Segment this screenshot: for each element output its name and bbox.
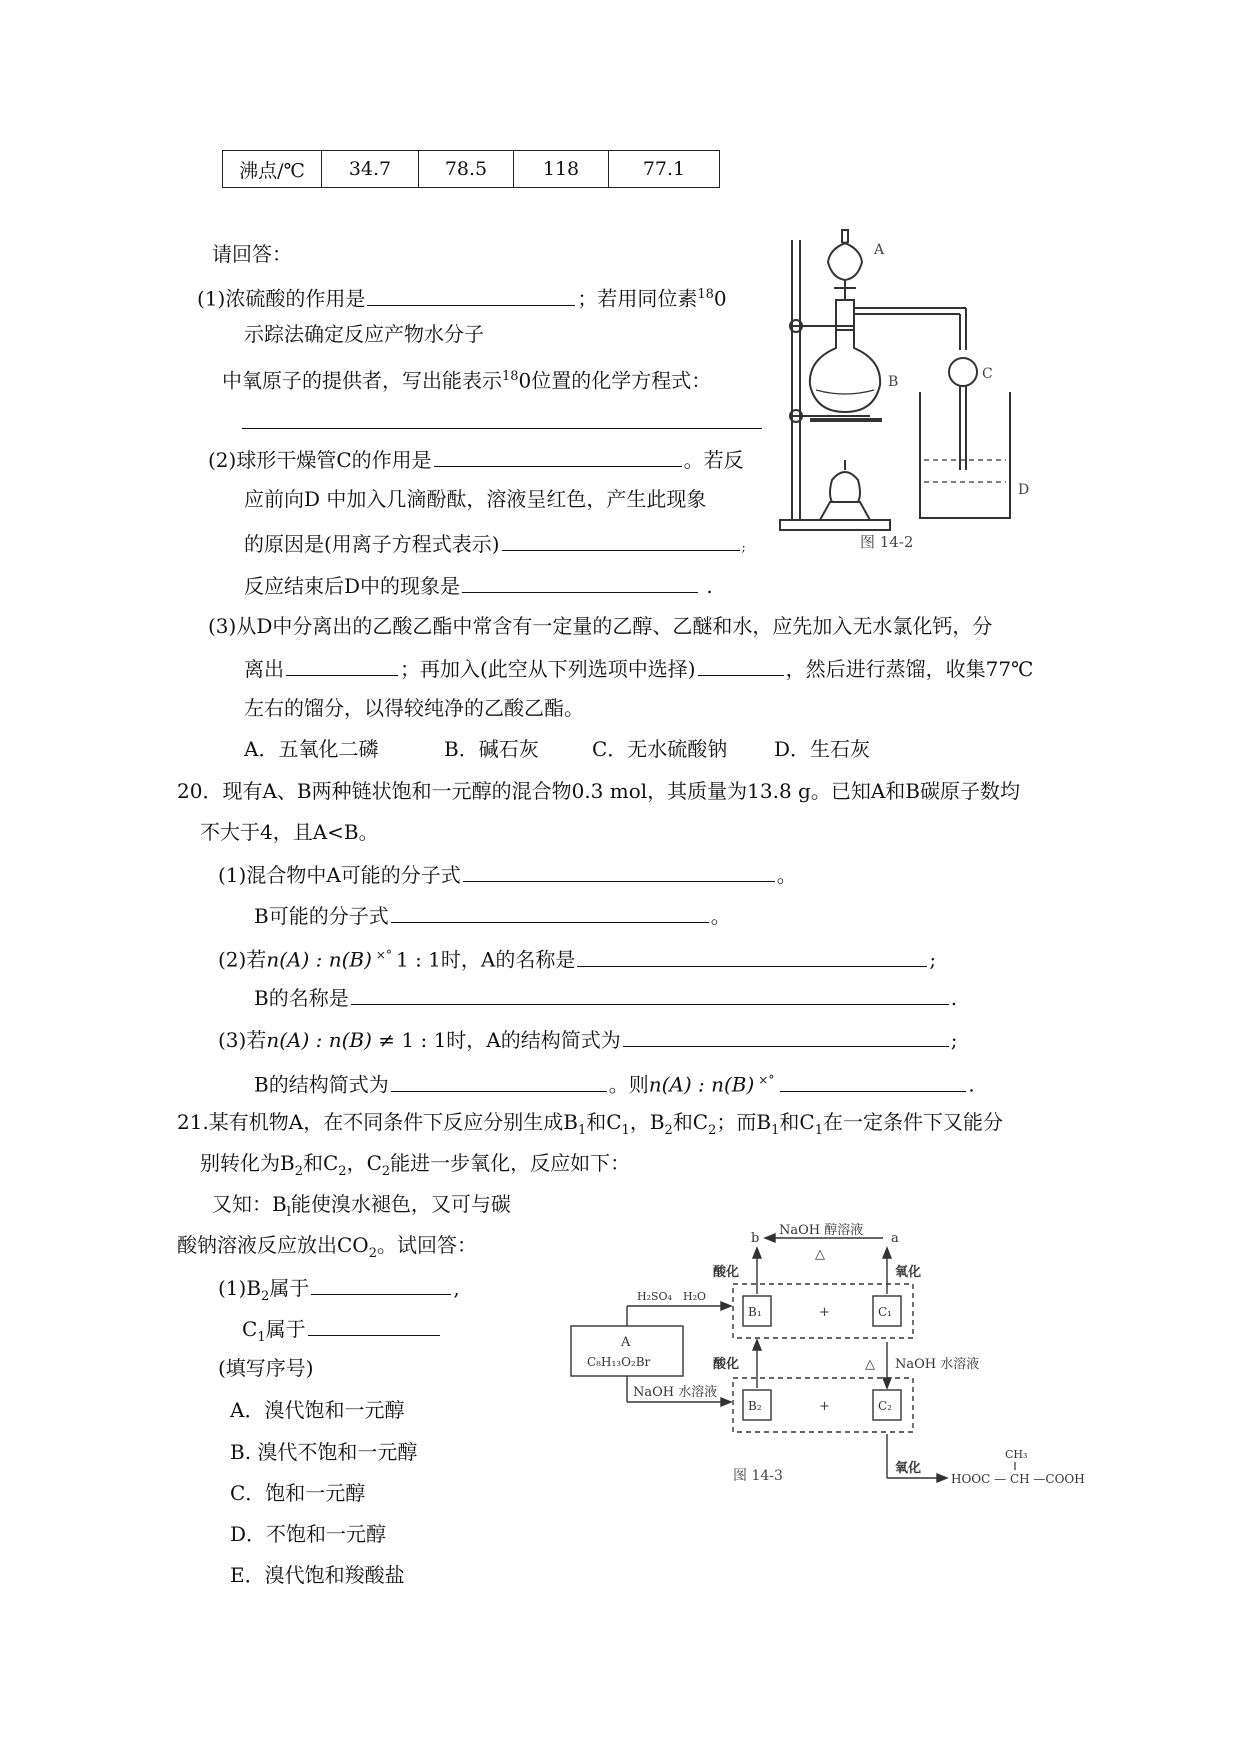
q21-known2-b: 。试回答： — [376, 1233, 477, 1257]
c2-label: C₂ — [878, 1399, 892, 1413]
punct: ; — [950, 1028, 958, 1052]
q20-stem-line2: 不大于4，且A<B。 — [200, 820, 379, 844]
broken-glyph: ×° — [758, 1073, 775, 1087]
q19-part2-line1 — [208, 446, 744, 472]
q20-part2-b — [254, 984, 957, 1010]
q21-option-a: A．溴代饱和一元醇 — [230, 1398, 405, 1422]
b1-label: B₁ — [748, 1305, 762, 1319]
q19-p1-line3a: 中氧原子的提供者，写出能表示 — [222, 368, 502, 393]
label-b: B — [888, 374, 899, 390]
q20-p3-pre: (3)若 — [218, 1028, 267, 1052]
q21-part1-b2: $(1)B_2$属于 , — [218, 1276, 460, 1304]
flask-b — [810, 330, 880, 412]
q20-p2-mid: 1 : 1时，A的名称是 — [395, 947, 576, 972]
q19-intro: 请回答： — [212, 242, 292, 266]
q21-l2b: 和C — [302, 1151, 339, 1175]
q20-stem-line1: 20．现有A、B两种链状饱和一元醇的混合物0.3 mol，其质量为13.8 g。已知A和B碳原子数均 — [177, 779, 1020, 803]
punct: ; — [741, 540, 746, 554]
answer-blank[interactable] — [311, 1274, 451, 1295]
answer-blank[interactable] — [462, 572, 698, 593]
apparatus-figure — [770, 220, 1040, 560]
q21-l1d: 和C — [672, 1110, 709, 1134]
plus-sign-2: + — [819, 1399, 830, 1414]
q21-l1e: ；而B — [716, 1110, 772, 1134]
answer-blank[interactable] — [391, 902, 709, 923]
acidify-label-2: 酸化 — [713, 1357, 740, 1372]
q21-option-d: D．不饱和一元醇 — [230, 1522, 387, 1546]
naoh-alcohol-label: NaOH 醇溶液 — [779, 1223, 864, 1238]
drying-tube-c — [949, 358, 977, 386]
h2o-label: H₂O — [683, 1290, 707, 1303]
q19-p2-line4: 反应结束后D中的现象是 — [244, 574, 461, 598]
q19-part2-line4 — [244, 572, 713, 598]
isotope-mark: 18 — [502, 369, 519, 384]
stand-base — [780, 520, 890, 530]
methyl-label: CH₃ — [1005, 1448, 1028, 1461]
q20-p2-pre: (2)若 — [218, 947, 267, 972]
label-d: D — [1018, 482, 1030, 498]
q20-part3-b — [254, 1068, 975, 1097]
q21-known-b: 能使溴水褪色，又可与碳 — [290, 1192, 511, 1216]
q20-part1-b — [254, 902, 731, 928]
option-d: D．生石灰 — [774, 737, 871, 761]
oxidize-label: 氧化 — [895, 1265, 922, 1280]
answer-blank[interactable] — [367, 285, 575, 306]
q19-part3-line2 — [244, 655, 1033, 681]
punct: ; — [929, 947, 937, 972]
delta-symbol-2: △ — [865, 1357, 875, 1372]
q19-part3-line1: (3)从D中分离出的乙酸乙酯中常含有一定量的乙醇、乙醚和水，应先加入无水氯化钙，分 — [208, 614, 993, 638]
q19-p1-text: (1)浓硫酸的作用是 — [197, 286, 366, 311]
answer-blank[interactable] — [780, 1071, 966, 1092]
c1-label: C₁ — [878, 1305, 892, 1319]
answer-blank[interactable] — [391, 1071, 607, 1092]
isotope-mark: 18 — [697, 287, 714, 302]
ratio-expression: n(A) : n(B) — [648, 1072, 755, 1097]
table-cell: 78.5 — [419, 151, 514, 188]
q21-part1-c1: $C_1$属于 — [242, 1315, 442, 1350]
product-formula: HOOC — CH —COOH — [951, 1472, 1085, 1486]
boiling-point-table — [222, 150, 720, 188]
answer-blank[interactable] — [577, 946, 927, 967]
q21-l2a: 别转化为B — [200, 1151, 295, 1175]
q19-p2-text: (2)球形干燥管C的作用是 — [208, 448, 432, 472]
table-row — [223, 151, 720, 188]
delta-symbol: △ — [815, 1247, 825, 1262]
q19-part2-line2: 应前向D 中加入几滴酚酞，溶液呈红色，产生此现象 — [244, 487, 707, 511]
q21-option-b: B. 溴代不饱和一元醇 — [230, 1440, 418, 1464]
q20-p3b-text: B的结构简式为 — [254, 1072, 389, 1097]
answer-blank[interactable] — [502, 530, 740, 551]
q19-part1-line3 — [222, 365, 711, 393]
q19-p2-line3: 的原因是(用离子方程式表示) — [244, 532, 500, 556]
reaction-scheme-figure — [565, 1222, 1105, 1492]
compound-a-formula: C₈H₁₃O₂Br — [587, 1355, 651, 1369]
answer-blank[interactable] — [463, 861, 775, 882]
q21-l1f: 和C — [779, 1110, 815, 1134]
q20-part2-a — [218, 943, 936, 972]
h2so4-label: H₂SO₄ — [637, 1290, 672, 1303]
q21-known2-a: 酸钠溶液反应放出CO — [177, 1233, 369, 1257]
punct: 。 — [776, 863, 797, 887]
figure-14-2-caption: 图 14-2 — [860, 533, 914, 551]
q19-part2-line3 — [244, 530, 746, 559]
broken-glyph: ×° — [375, 948, 392, 962]
answer-blank[interactable] — [308, 1315, 440, 1336]
punct: 。 — [710, 904, 731, 928]
q21-l1c: ，B — [629, 1110, 665, 1134]
compound-a-label: A — [621, 1335, 631, 1350]
q21-known-a: 又知：B — [212, 1192, 287, 1216]
q21-known-line2: 酸钠溶液反应放出$CO_2$。试回答： — [177, 1233, 477, 1261]
q19-part1-line2: 示踪法确定反应产物水分子 — [244, 322, 484, 346]
q20-p1a-text: (1)混合物中A可能的分子式 — [218, 863, 461, 887]
label-b: b — [751, 1231, 760, 1246]
q20-part1-a — [218, 861, 797, 887]
q19-options — [244, 737, 870, 761]
answer-blank[interactable] — [434, 446, 682, 467]
q21-l1a: 21.某有机物A，在不同条件下反应分别生成B — [177, 1110, 578, 1134]
option-a: A．五氧化二磷 — [244, 737, 379, 761]
punct: . — [950, 986, 958, 1010]
answer-blank[interactable] — [698, 655, 784, 676]
q19-p1-text-c: 0 — [713, 286, 727, 311]
naoh-aq-label-2: NaOH 水溶液 — [633, 1385, 718, 1400]
q19-p3-text-c: ，然后进行蒸馏，收集77℃ — [785, 657, 1034, 681]
acidify-label: 酸化 — [713, 1265, 740, 1280]
q19-p3-text-a: 离出 — [244, 657, 284, 681]
q21-p1a: (1)B — [218, 1276, 262, 1300]
label-c: C — [982, 366, 993, 382]
q21-l2d: 能进一步氧化，反应如下： — [390, 1151, 631, 1175]
punct: . — [706, 574, 713, 598]
ratio-expression: n(A) : n(B) — [266, 1028, 372, 1052]
q19-p3-text-b: ；再加入(此空从下列选项中选择) — [400, 657, 696, 681]
q19-p1-text-b: ；若用同位素 — [577, 286, 698, 311]
table-cell: 77.1 — [609, 151, 720, 188]
b2-label: B₂ — [748, 1399, 762, 1413]
q20-p1b-text: B可能的分子式 — [254, 904, 389, 928]
q20-p3-mid: ≠ 1 : 1时，A的结构简式为 — [378, 1028, 621, 1052]
q20-p2b-text: B的名称是 — [254, 986, 349, 1010]
q21-hint: (填写序号) — [218, 1356, 314, 1380]
q19-p1-line3b: 0位置的化学方程式： — [518, 368, 712, 393]
punct: , — [453, 1276, 460, 1300]
q20-part3-a — [218, 1026, 958, 1052]
q20-p3b-mid: 。则 — [608, 1072, 649, 1097]
answer-blank[interactable] — [286, 655, 398, 676]
label-a: a — [891, 1231, 899, 1246]
q19-part1-line1 — [197, 283, 727, 311]
answer-blank[interactable] — [623, 1026, 949, 1047]
q19-part3-line3: 左右的馏分，以得较纯净的乙酸乙酯。 — [244, 696, 584, 720]
naoh-aq-label: NaOH 水溶液 — [895, 1357, 980, 1372]
q21-option-e: E．溴代饱和羧酸盐 — [230, 1563, 405, 1587]
option-b: B．碱石灰 — [444, 737, 539, 761]
option-c: C．无水硫酸钠 — [592, 737, 728, 761]
q21-l1g: 在一定条件下又能分 — [822, 1110, 1003, 1134]
funnel-a — [828, 230, 862, 280]
punct: . — [968, 1072, 975, 1097]
alcohol-lamp — [820, 502, 870, 520]
q21-known-line1: 又知：$B_l$能使溴水褪色，又可与碳 — [212, 1192, 511, 1220]
q21-p1b: C — [242, 1317, 258, 1341]
ratio-expression: n(A) : n(B) — [266, 947, 372, 972]
table-cell: 118 — [514, 151, 609, 188]
table-header-cell: 沸点/℃ — [223, 151, 322, 188]
plus-sign: + — [819, 1305, 830, 1320]
equation-blank[interactable] — [242, 404, 762, 429]
q21-stem-line2: 别转化为$B_2$和$C_2$，$C_2$能进一步氧化，反应如下： — [200, 1151, 631, 1179]
q21-l2c: ，C — [346, 1151, 382, 1175]
answer-blank[interactable] — [351, 984, 949, 1005]
table-cell: 34.7 — [322, 151, 419, 188]
q21-l1b: 和C — [586, 1110, 622, 1134]
q19-p2-text-b: 。若反 — [683, 448, 744, 472]
q21-stem-line1: 21.某有机物A，在不同条件下反应分别生成$B_1$和$C_1$，$B_2$和$C_2$；而$B_1$和$C_1$在一定条件下又能分 — [177, 1110, 1003, 1138]
q21-p1b-end: 属于 — [265, 1317, 306, 1341]
q21-option-c: C．饱和一元醇 — [230, 1481, 366, 1505]
q21-p1a-end: 属于 — [269, 1276, 310, 1300]
label-a: A — [874, 242, 885, 258]
oxidize-label-2: 氧化 — [895, 1461, 922, 1476]
figure-14-3-caption: 图 14-3 — [733, 1468, 783, 1484]
